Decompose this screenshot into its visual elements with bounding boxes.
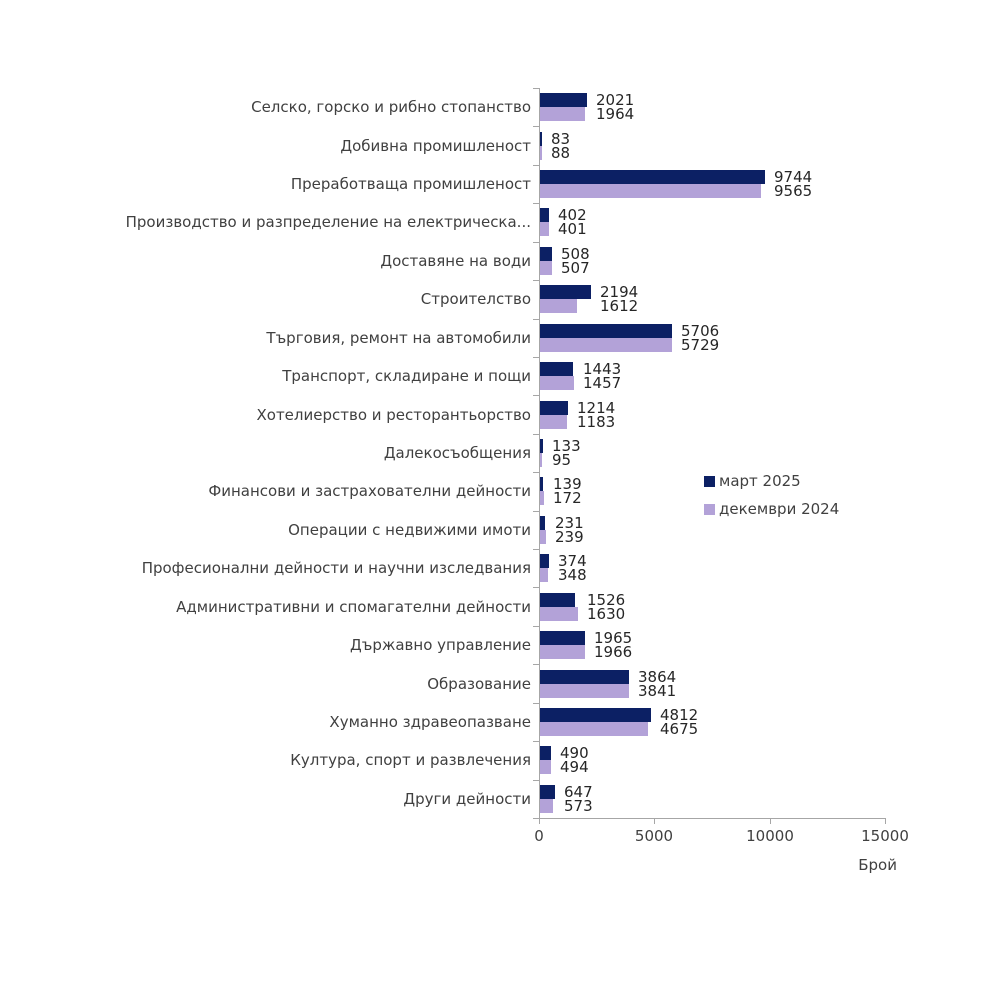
value-label-mart-2025: 2021 [596, 91, 635, 109]
y-axis-tick [533, 203, 539, 204]
value-label-dekemvri-2024: 1964 [596, 105, 635, 123]
category-label: Други дейности [403, 790, 531, 808]
bar-dekemvri-2024 [540, 760, 551, 774]
value-label-mart-2025: 231 [555, 514, 584, 532]
value-label-dekemvri-2024: 3841 [638, 682, 677, 700]
bar-dekemvri-2024 [540, 261, 552, 275]
bar-mart-2025 [540, 785, 555, 799]
category-label: Хотелиерство и ресторантьорство [256, 406, 531, 424]
value-label-mart-2025: 139 [553, 475, 582, 493]
category-label: Финансови и застрахователни дейности [208, 482, 531, 500]
y-axis-tick [533, 126, 539, 127]
category-label: Хуманно здравеопазване [329, 713, 531, 731]
bar-dekemvri-2024 [540, 415, 567, 429]
bar-dekemvri-2024 [540, 491, 544, 505]
y-axis-tick [533, 88, 539, 89]
value-label-dekemvri-2024: 573 [564, 797, 593, 815]
value-label-mart-2025: 647 [564, 783, 593, 801]
value-label-dekemvri-2024: 401 [558, 220, 587, 238]
y-axis-tick [533, 664, 539, 665]
value-label-dekemvri-2024: 494 [560, 758, 589, 776]
bar-mart-2025 [540, 324, 672, 338]
bar-mart-2025 [540, 670, 629, 684]
value-label-mart-2025: 2194 [600, 283, 639, 301]
category-label: Професионални дейности и научни изследвания [141, 559, 531, 577]
x-axis-tick [770, 818, 771, 824]
value-label-mart-2025: 9744 [774, 168, 813, 186]
bar-mart-2025 [540, 516, 545, 530]
bar-mart-2025 [540, 593, 575, 607]
bar-mart-2025 [540, 247, 552, 261]
bar-dekemvri-2024 [540, 799, 553, 813]
category-label: Строителство [420, 290, 531, 308]
bar-dekemvri-2024 [540, 184, 761, 198]
x-tick-label: 0 [534, 827, 544, 845]
y-axis-tick [533, 472, 539, 473]
category-label: Култура, спорт и развлечения [290, 751, 531, 769]
value-label-dekemvri-2024: 1612 [600, 297, 639, 315]
bar-mart-2025 [540, 362, 573, 376]
y-axis-tick [533, 511, 539, 512]
value-label-dekemvri-2024: 95 [552, 451, 572, 469]
x-axis-line [533, 818, 885, 819]
value-label-dekemvri-2024: 1966 [594, 643, 633, 661]
bar-dekemvri-2024 [540, 568, 548, 582]
bar-mart-2025 [540, 631, 585, 645]
bar-mart-2025 [540, 477, 543, 491]
x-axis-tick [885, 818, 886, 824]
bar-dekemvri-2024 [540, 607, 578, 621]
x-tick-label: 10000 [746, 827, 794, 845]
value-label-mart-2025: 83 [551, 130, 571, 148]
value-label-dekemvri-2024: 88 [551, 144, 571, 162]
bar-dekemvri-2024 [540, 376, 574, 390]
category-label: Операции с недвижими имоти [288, 521, 531, 539]
value-label-mart-2025: 490 [560, 744, 589, 762]
category-label: Производство и разпределение на електрическа... [125, 213, 531, 231]
bar-mart-2025 [540, 285, 591, 299]
bar-mart-2025 [540, 439, 543, 453]
bar-dekemvri-2024 [540, 338, 672, 352]
y-axis-tick [533, 395, 539, 396]
bar-mart-2025 [540, 554, 549, 568]
category-label: Добивна промишленост [340, 137, 531, 155]
category-label: Търговия, ремонт на автомобили [266, 329, 531, 347]
y-axis-tick [533, 780, 539, 781]
value-label-mart-2025: 1214 [577, 399, 616, 417]
legend-item-dekemvri-2024 [704, 495, 839, 523]
value-label-mart-2025: 5706 [681, 322, 720, 340]
bar-mart-2025 [540, 401, 568, 415]
y-axis-tick [533, 587, 539, 588]
value-label-mart-2025: 133 [552, 437, 581, 455]
bar-mart-2025 [540, 170, 765, 184]
value-label-dekemvri-2024: 9565 [774, 182, 813, 200]
value-label-dekemvri-2024: 239 [555, 528, 584, 546]
bar-dekemvri-2024 [540, 146, 542, 160]
category-label: Административни и спомагателни дейности [176, 598, 531, 616]
value-label-dekemvri-2024: 172 [553, 489, 582, 507]
legend-swatch-dekemvri-2024 [704, 504, 715, 515]
value-label-mart-2025: 402 [558, 206, 587, 224]
legend [704, 467, 839, 523]
y-axis-tick [533, 280, 539, 281]
bar-dekemvri-2024 [540, 107, 585, 121]
y-axis-tick [533, 319, 539, 320]
value-label-dekemvri-2024: 4675 [660, 720, 699, 738]
value-label-mart-2025: 374 [558, 552, 587, 570]
y-axis-tick [533, 626, 539, 627]
value-label-mart-2025: 508 [561, 245, 590, 263]
y-axis-tick [533, 242, 539, 243]
bar-dekemvri-2024 [540, 645, 585, 659]
x-axis-tick [539, 818, 540, 824]
legend-swatch-mart-2025 [704, 476, 715, 487]
value-label-mart-2025: 3864 [638, 668, 677, 686]
value-label-dekemvri-2024: 5729 [681, 336, 720, 354]
category-label: Транспорт, складиране и пощи [282, 367, 531, 385]
value-label-dekemvri-2024: 348 [558, 566, 587, 584]
category-label: Държавно управление [350, 636, 531, 654]
value-label-dekemvri-2024: 1457 [583, 374, 622, 392]
legend-label-mart-2025: март 2025 [719, 472, 801, 490]
value-label-mart-2025: 1526 [587, 591, 626, 609]
bar-dekemvri-2024 [540, 530, 546, 544]
x-axis-title: Брой [858, 856, 897, 874]
value-label-dekemvri-2024: 1183 [577, 413, 616, 431]
legend-label-dekemvri-2024: декември 2024 [719, 500, 840, 518]
y-axis-tick [533, 549, 539, 550]
y-axis-tick [533, 357, 539, 358]
bar-dekemvri-2024 [540, 684, 629, 698]
bar-mart-2025 [540, 746, 551, 760]
x-tick-label: 5000 [634, 827, 674, 845]
y-axis-tick [533, 741, 539, 742]
x-axis-tick [654, 818, 655, 824]
value-label-dekemvri-2024: 1630 [587, 605, 626, 623]
y-axis-tick [533, 703, 539, 704]
bar-dekemvri-2024 [540, 222, 549, 236]
category-label: Селско, горско и рибно стопанство [251, 98, 531, 116]
value-label-mart-2025: 1443 [583, 360, 622, 378]
bar-mart-2025 [540, 208, 549, 222]
value-label-mart-2025: 1965 [594, 629, 633, 647]
legend-item-mart-2025 [704, 467, 839, 495]
bar-mart-2025 [540, 708, 651, 722]
y-axis-tick [533, 434, 539, 435]
category-label: Доставяне на води [380, 252, 531, 270]
bar-mart-2025 [540, 93, 587, 107]
category-label: Преработваща промишленост [290, 175, 531, 193]
bar-dekemvri-2024 [540, 453, 542, 467]
bar-mart-2025 [540, 132, 542, 146]
category-label: Далекосъобщения [383, 444, 531, 462]
value-label-dekemvri-2024: 507 [561, 259, 590, 277]
value-label-mart-2025: 4812 [660, 706, 699, 724]
category-label: Образование [427, 675, 531, 693]
y-axis-tick [533, 165, 539, 166]
bar-dekemvri-2024 [540, 722, 648, 736]
bar-dekemvri-2024 [540, 299, 577, 313]
x-tick-label: 15000 [861, 827, 909, 845]
